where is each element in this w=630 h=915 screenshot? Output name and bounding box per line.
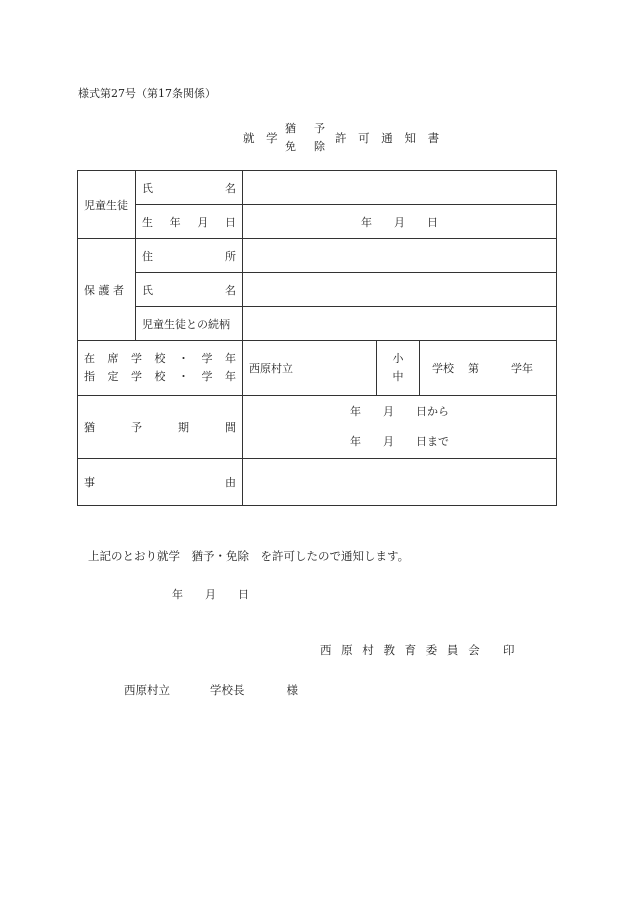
period-from: 年 月 日から: [350, 405, 449, 418]
issuer-name: 西 原 村 教 育 委 員 会: [320, 643, 483, 657]
permit-form-table: [77, 170, 557, 506]
guardian-name-row: [78, 273, 557, 307]
school-type-selector[interactable]: 小 中: [377, 341, 420, 396]
title-option-postpone-1: 猶: [285, 122, 296, 135]
title-suffix: 許 可 通 知 書: [335, 131, 444, 145]
school-name-field[interactable]: 西原村立: [243, 341, 377, 396]
relation-label: 児童生徒との続柄: [136, 307, 243, 341]
relation-field[interactable]: [243, 307, 557, 341]
title-option-postpone-2: 予: [314, 122, 325, 135]
school-grade-field[interactable]: 学校 第 学年: [420, 341, 557, 396]
addressee-principal: 学校長: [210, 683, 245, 697]
birth-date-field[interactable]: 年 月 日: [243, 205, 557, 239]
reason-label: 事 由: [78, 459, 243, 506]
school-row: [78, 341, 557, 396]
addressee-school: 西原村立: [124, 683, 170, 697]
title-option-exempt-1: 免: [285, 140, 296, 153]
notice-text: 上記のとおり就学 猶予・免除 を許可したので通知します。: [88, 549, 410, 563]
period-to: 年 月 日まで: [350, 435, 449, 448]
guardian-name-field[interactable]: [243, 273, 557, 307]
addressee-honorific: 様: [286, 683, 298, 697]
birth-date-label: 生 年 月 日: [136, 205, 243, 239]
seal-mark: 印: [503, 643, 515, 657]
student-name-label: 氏 名: [136, 171, 243, 205]
guardian-group-label: 保 護 者: [78, 239, 136, 341]
relation-row: [78, 307, 557, 341]
title-option-exempt-2: 除: [314, 140, 325, 153]
guardian-address-row: [78, 239, 557, 273]
form-number: 様式第27号（第17条関係）: [78, 87, 216, 100]
student-name-row: [78, 171, 557, 205]
addressee: [124, 682, 298, 698]
period-label: 猶 予 期 間: [78, 396, 243, 459]
reason-field[interactable]: [243, 459, 557, 506]
period-row: [78, 396, 557, 459]
title-prefix: 就 学: [243, 131, 282, 145]
guardian-name-label: 氏 名: [136, 273, 243, 307]
student-group-label: 児童生徒: [78, 171, 136, 239]
reason-row: [78, 459, 557, 506]
student-name-field[interactable]: [243, 171, 557, 205]
address-label: 住 所: [136, 239, 243, 273]
period-field[interactable]: [243, 396, 557, 459]
notice-date: 年 月 日: [172, 588, 249, 601]
address-field[interactable]: [243, 239, 557, 273]
school-grade-label: 在 席 学 校 ・ 学 年 指 定 学 校 ・ 学 年: [78, 341, 243, 396]
student-birth-row: [78, 205, 557, 239]
